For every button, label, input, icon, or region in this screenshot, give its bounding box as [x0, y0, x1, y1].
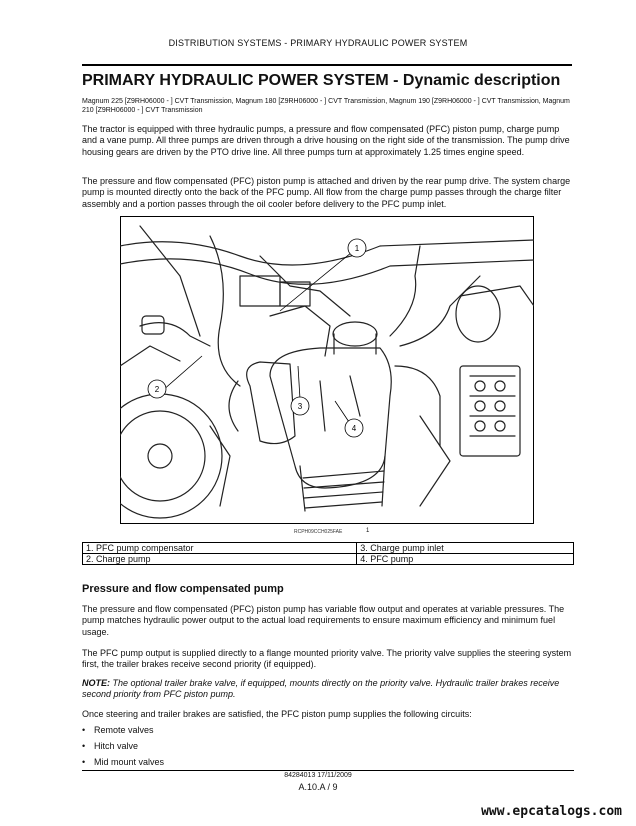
figure-callout-1: 1: [354, 244, 360, 253]
figure-callout-2: 2: [154, 385, 160, 394]
running-header: DISTRIBUTION SYSTEMS - PRIMARY HYDRAULIC POWER SYSTEM: [168, 38, 468, 48]
hydraulic-pump-figure: [120, 216, 534, 524]
note-paragraph: [82, 678, 574, 701]
figure-legend-table: [82, 542, 574, 565]
pfc-paragraph-2: The PFC pump output is supplied directly to a flange mounted priority valve. The priority valve supplies the steering system first, the trailer brakes receive second priority (if equipped).: [82, 648, 572, 670]
legend-row: [83, 543, 574, 554]
list-item: • Hitch valve: [82, 738, 164, 754]
list-item: • Remote valves: [82, 722, 164, 738]
legend-cell: 1. PFC pump compensator: [83, 543, 357, 554]
footer-divider: [82, 770, 574, 771]
figure-number: 1: [366, 528, 370, 534]
note-label: NOTE:: [82, 678, 110, 688]
legend-cell: 2. Charge pump: [83, 554, 357, 565]
list-item: • Mid mount valves: [82, 754, 164, 770]
subsection-title: Pressure and flow compensated pump: [82, 583, 284, 595]
watermark: www.epcatalogs.com: [481, 804, 622, 819]
pfc-paragraph-1: The pressure and flow compensated (PFC) piston pump has variable flow output and operates at variable pressures. The pump matches hydraulic power output to the actual load requirements to ensure maximum efficiency and minimum fuel usage.: [82, 604, 565, 637]
section-title: PRIMARY HYDRAULIC POWER SYSTEM - Dynamic description: [82, 64, 572, 90]
circuit-list: [82, 722, 164, 770]
intro-paragraph-2: The pressure and flow compensated (PFC) piston pump is attached and driven by the rear pump drive. The system charge pump is mounted directly onto the back of the PFC pump. All flow from the charge pump passes through the charge filter assembly and a portion passes through the oil cooler before delivery to the PFC pump inlet.: [82, 176, 571, 209]
footer-doc-code: 84284013 17/11/2009: [284, 772, 352, 779]
figure-code: RCPH09CCH025FAE: [294, 529, 343, 535]
figure-callout-4: 4: [351, 424, 357, 433]
circuits-lead-in: Once steering and trailer brakes are satisfied, the PFC piston pump supplies the following circuits:: [82, 709, 472, 719]
legend-row: [83, 554, 574, 565]
legend-cell: 4. PFC pump: [357, 554, 574, 565]
model-applicability: Magnum 225 [Z9RH06000 - ] CVT Transmission, Magnum 180 [Z9RH06000 - ] CVT Transmission, Magnum 190 [Z9RH06000 - ] CVT Transmission, Magnum 210 [Z9RH06000 - ] CVT Transmission: [82, 98, 570, 114]
legend-cell: 3. Charge pump inlet: [357, 543, 574, 554]
figure-callout-3: 3: [297, 402, 303, 411]
intro-paragraph-1: The tractor is equipped with three hydraulic pumps, a pressure and flow compensated (PFC) piston pump, charge pump and a vane pump. All three pumps are driven through a drive housing on the right side of the transmission. The pump drive housing gears are driven by the PTO drive line. All three pumps turn at approximately 1.25 times engine speed.: [82, 124, 570, 157]
footer-page-number: A.10.A / 9: [298, 782, 338, 792]
note-text: The optional trailer brake valve, if equipped, mounts directly on the priority valve. Hydraulic trailer brakes receive second priority from PFC piston pump.: [82, 678, 560, 700]
